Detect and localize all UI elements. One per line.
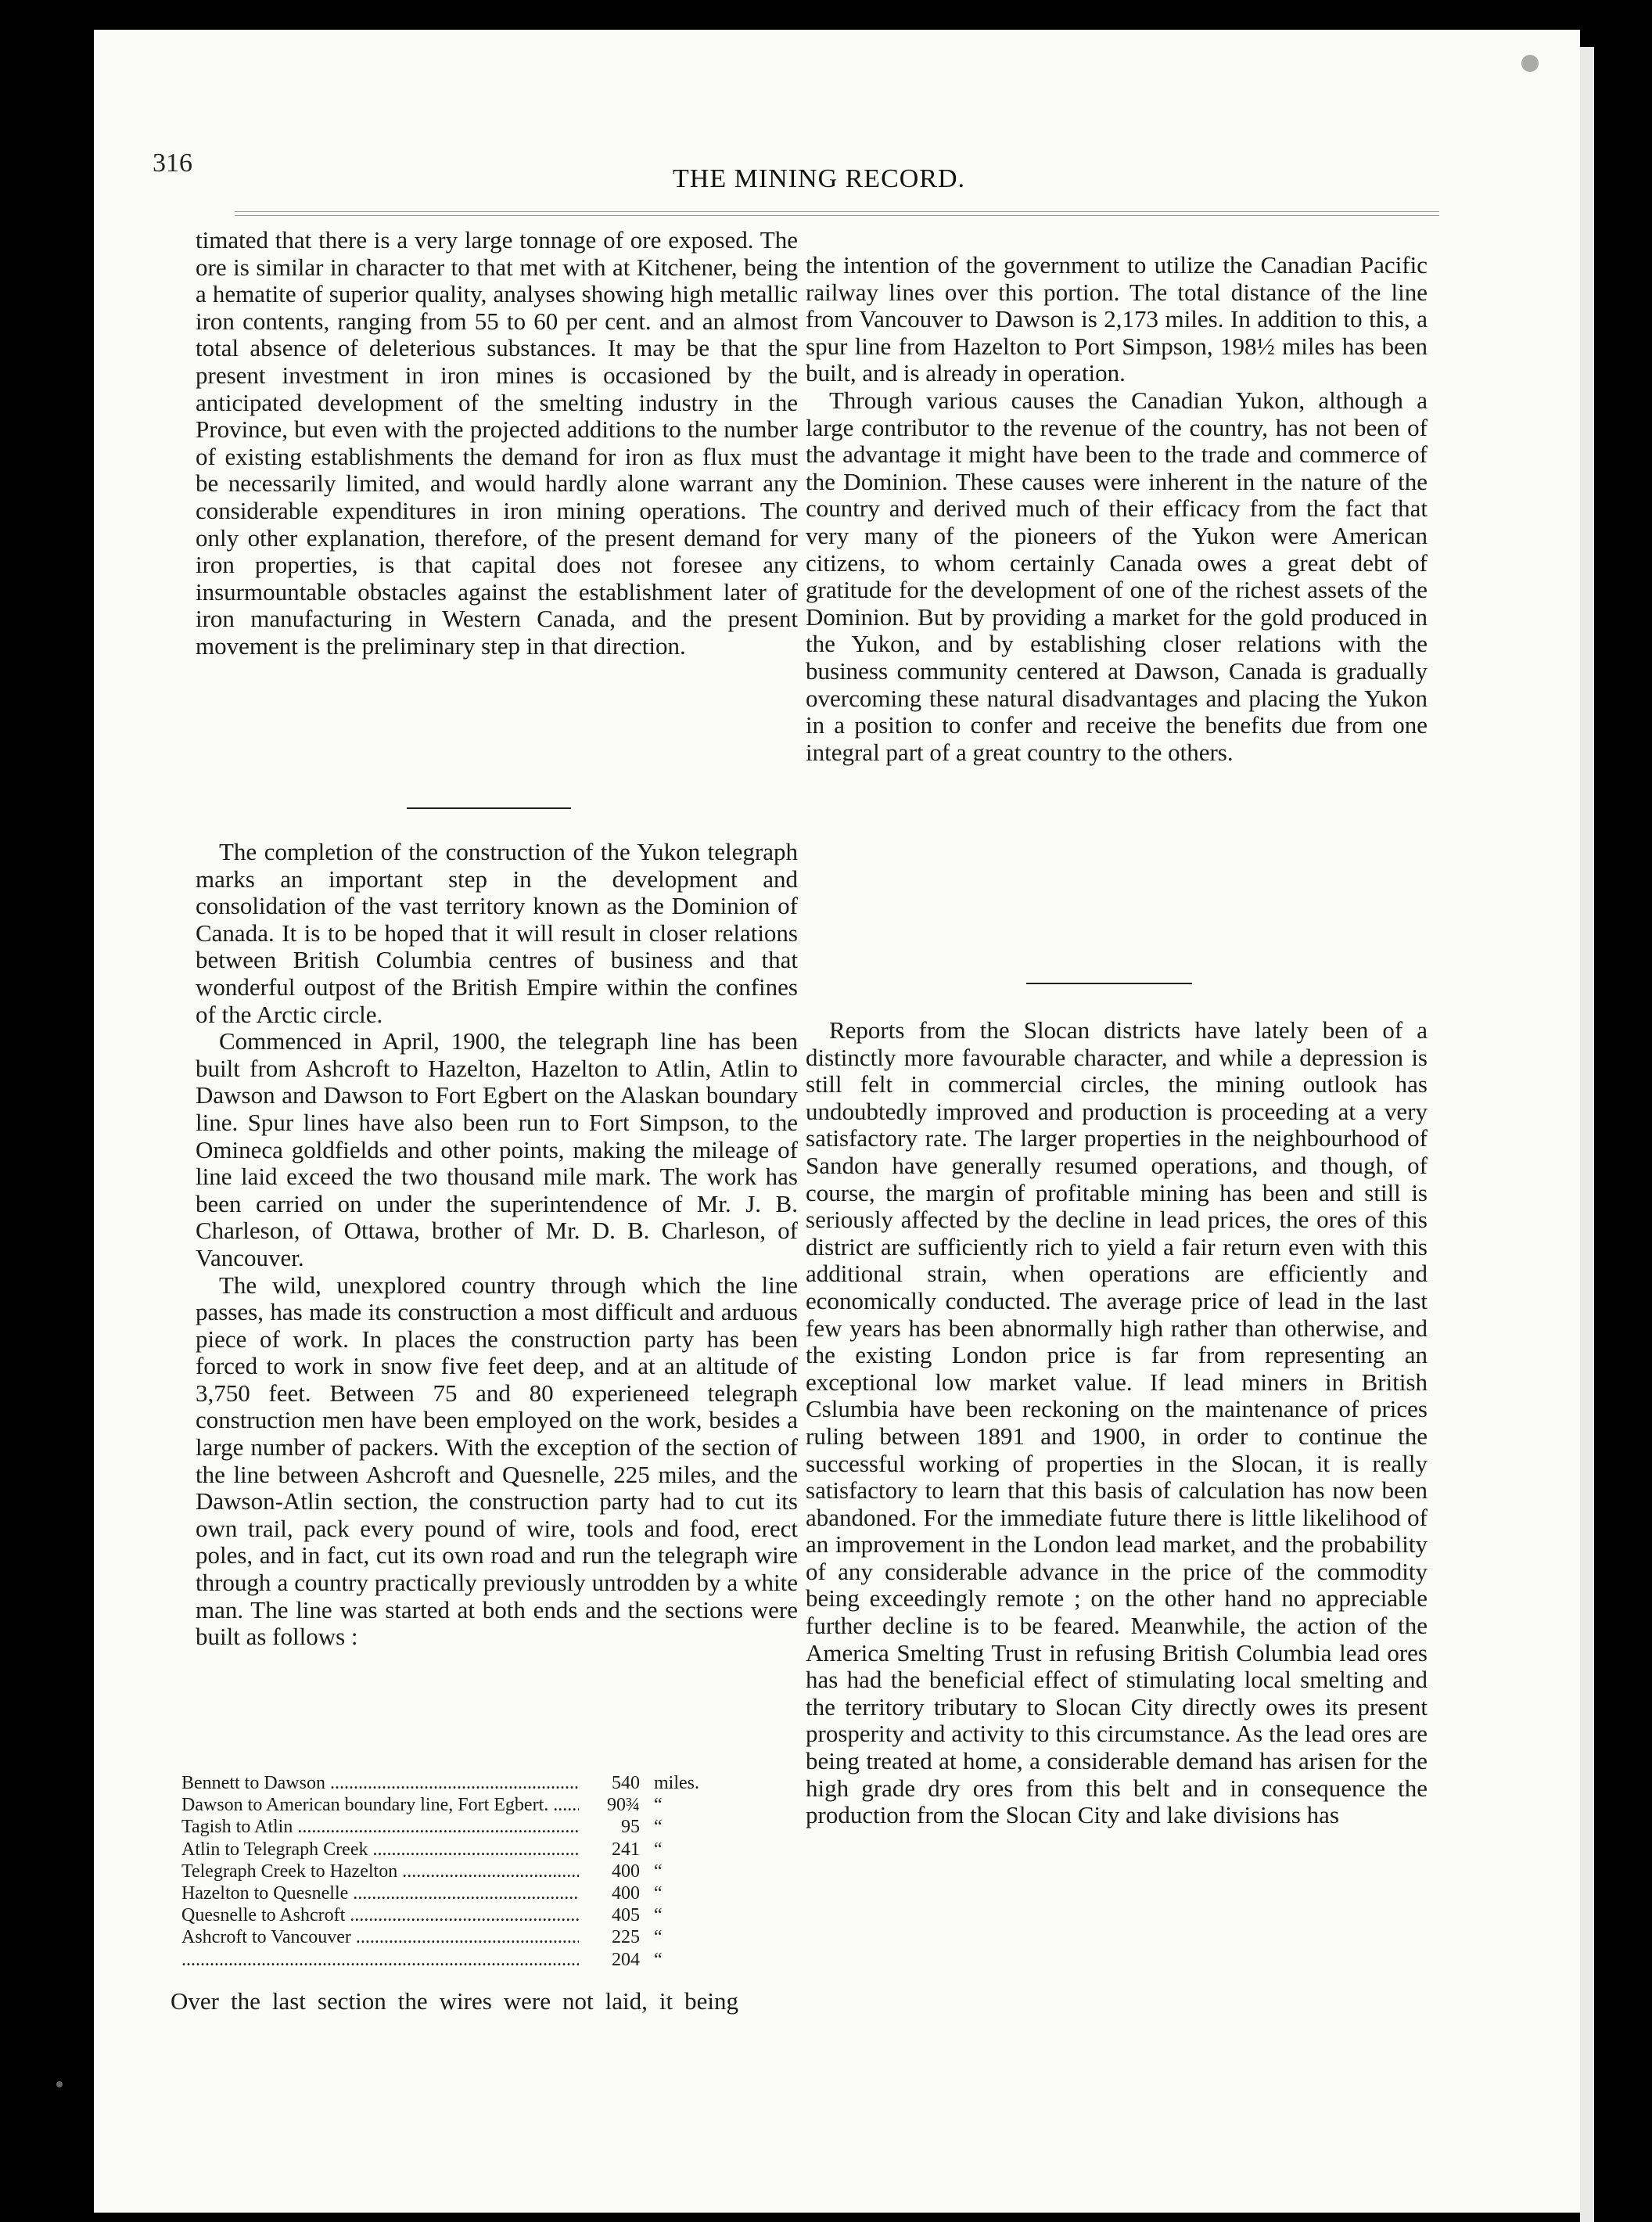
table-row	[181, 1926, 721, 1948]
route-unit: “	[654, 1861, 663, 1882]
paragraph: the intention of the government to utilize the Canadian Pacific railway lines over this portion. The total distance of the line from Vancouver to Dawson is 2,173 miles. In addition to this, a spur line from Hazelton to Port Simpson, 198½ miles has been built, and is already in operation.	[806, 251, 1428, 387]
route-unit: “	[654, 1905, 663, 1926]
running-head: THE MINING RECORD.	[673, 164, 966, 193]
route-name: Bennett to Dawson .....	[181, 1772, 579, 1794]
page-number: 316	[153, 149, 192, 178]
route-unit: “	[654, 1795, 663, 1816]
table-row	[181, 1772, 721, 1794]
route-unit: miles.	[654, 1773, 699, 1793]
paragraph: The wild, unexplored country through which the line passes, has made its construction a most difficult and arduous piece of work. In places the construction party has been forced to work in snow five feet deep, and at an altitude of 3,750 feet. Between 75 and 80 experieneed telegraph construction men have been employed on the work, besides a large number of packers. With the exception of the section of the line between Ashcroft and Quesnelle, 225 miles, and the Dawson-Atlin section, the construction party had to cut its own trail, pack every pound of wire, tools and food, erect poles, and in fact, cut its own road and run the telegraph wire through a country practically previously untrodden by a white man. The line was started at both ends and the sections were built as follows :	[196, 1271, 798, 1651]
route-unit: “	[654, 1817, 663, 1838]
route-miles: 225	[579, 1926, 640, 1948]
route-name: Hazelton to Quesnelle .....	[181, 1882, 579, 1904]
route-miles: 400	[579, 1882, 640, 1904]
route-miles: 405	[579, 1904, 640, 1926]
right-article-slocan	[806, 1017, 1428, 1829]
right-article-yukon-continued	[806, 252, 1428, 766]
table-row	[181, 1904, 721, 1926]
table-row	[181, 1949, 721, 1971]
route-name: Dawson to American boundary line, Fort Egbert. .....	[181, 1794, 579, 1816]
route-name: Quesnelle to Ashcroft .....	[181, 1904, 579, 1926]
route-miles: 204	[579, 1949, 640, 1971]
page-edge	[1580, 47, 1594, 2222]
route-name: Ashcroft to Vancouver .....	[181, 1926, 579, 1948]
route-miles: 90¾	[579, 1794, 640, 1816]
table-row	[181, 1794, 721, 1816]
route-unit: “	[654, 1883, 663, 1904]
distance-table	[181, 1772, 721, 1971]
scan-blemish	[1521, 55, 1539, 72]
paragraph: The completion of the construction of the Yukon telegraph marks an important step in the development and consolidation of the vast territory known as the Dominion of Canada. It is to be hoped that it will result in closer relations between British Columbia centres of business and that wonderful outpost of the British Empire within the confines of the Arctic circle.	[196, 838, 798, 1028]
header-rule	[235, 211, 1439, 216]
paragraph-tail: Over the last section the wires were not laid, it being	[171, 1987, 738, 2015]
route-unit: “	[654, 1949, 663, 1970]
section-separator	[407, 807, 571, 809]
table-row	[181, 1861, 721, 1882]
paragraph: timated that there is a very large tonnage of ore exposed. The ore is similar in character to that met with at Kitchener, being a hematite of superior quality, analyses showing high metallic iron contents, ranging from 55 to 60 per cent. and an almost total absence of deleterious substances. It may be that the present investment in iron mines is occasioned by the anticipated development of the smelting industry in the Province, but even with the projected additions to the number of existing establishments the demand for iron as flux must be necessarily limited, and would hardly alone warrant any considerable expenditures in iron mining operations. The only other explanation, therefore, of the present demand for iron properties, is that capital does not foresee any insurmountable obstacles against the establishment later of iron manufacturing in Western Canada, and the present movement is the preliminary step in that direction.	[196, 226, 798, 660]
paragraph: Commenced in April, 1900, the telegraph line has been built from Ashcroft to Hazelton, Hazelton to Atlin, Atlin to Dawson and Dawson to Fort Egbert on the Alaskan boundary line. Spur lines have also been run to Fort Simpson, to the Omineca goldfields and other points, making the mileage of line laid exceed the two thousand mile mark. The work has been carried on under the superintendence of Mr. J. B. Charleson, of Ottawa, brother of Mr. D. B. Charleson, of Vancouver.	[196, 1027, 798, 1271]
paragraph: Reports from the Slocan districts have lately been of a distinctly more favourable character, and while a depression is still felt in commercial circles, the mining outlook has undoubtedly improved and production is proceeding at a very satisfactory rate. The larger properties in the neighbourhood of Sandon have generally resumed operations, and though, of course, the margin of profitable mining has been and still is seriously affected by the decline in lead prices, the ores of this district are sufficiently rich to yield a fair return even with this additional strain, when operations are efficiently and economically conducted. The average price of lead in the last few years has been abnormally high rather than otherwise, and the existing London price is far from representing an exceptional low market value. If lead miners in British Cslumbia have been reckoning on the maintenance of prices ruling between 1891 and 1900, in order to continue the successful working of properties in the Slocan, it is really satisfactory to learn that this basis of calculation has now been abandoned. For the immediate future there is little likelihood of an improvement in the London lead market, and the probability of any considerable advance in the price of the commodity being exceedingly remote ; on the other hand no appreciable further decline is to be feared. Meanwhile, the action of the America Smelting Trust in refusing British Columbia lead ores has had the beneficial effect of stimulating local smelting and the territory tributary to Slocan City directly owes its present prosperity and activity to this circumstance. As the lead ores are being treated at home, a considerable demand has arisen for the high grade dry ores from this belt and in consequence the production from the Slocan City and lake divisions has	[806, 1016, 1428, 1829]
section-separator	[1026, 983, 1192, 984]
route-name: Atlin to Telegraph Creek .....	[181, 1839, 579, 1861]
route-miles: 400	[579, 1861, 640, 1882]
route-name	[181, 1949, 579, 1971]
route-miles: 95	[579, 1816, 640, 1838]
scan-speck	[56, 2081, 63, 2087]
left-article-yukon-telegraph	[196, 839, 798, 1651]
route-unit: “	[654, 1927, 663, 1948]
route-miles: 241	[579, 1839, 640, 1861]
route-name: Telegraph Creek to Hazelton .....	[181, 1861, 579, 1882]
route-unit: “	[654, 1839, 663, 1860]
left-article-iron	[196, 227, 798, 660]
table-row	[181, 1816, 721, 1838]
paragraph: Through various causes the Canadian Yukon, although a large contributor to the revenue of the country, has not been of the advantage it might have been to the trade and commerce of the Dominion. These causes were inherent in the nature of the country and derived much of their efficacy from the fact that very many of the pioneers of the Yukon were American citizens, to whom certainly Canada owes a great debt of gratitude for the development of one of the richest assets of the Dominion. But by providing a market for the gold produced in the Yukon, and by establishing closer relations with the business community centered at Dawson, Canada is gradually overcoming these natural disadvantages and placing the Yukon in a position to confer and receive the benefits due from one integral part of a great country to the others.	[806, 386, 1428, 766]
route-miles: 540	[579, 1772, 640, 1794]
table-row	[181, 1882, 721, 1904]
route-name: Tagish to Atlin .....	[181, 1816, 579, 1838]
table-row	[181, 1839, 721, 1861]
